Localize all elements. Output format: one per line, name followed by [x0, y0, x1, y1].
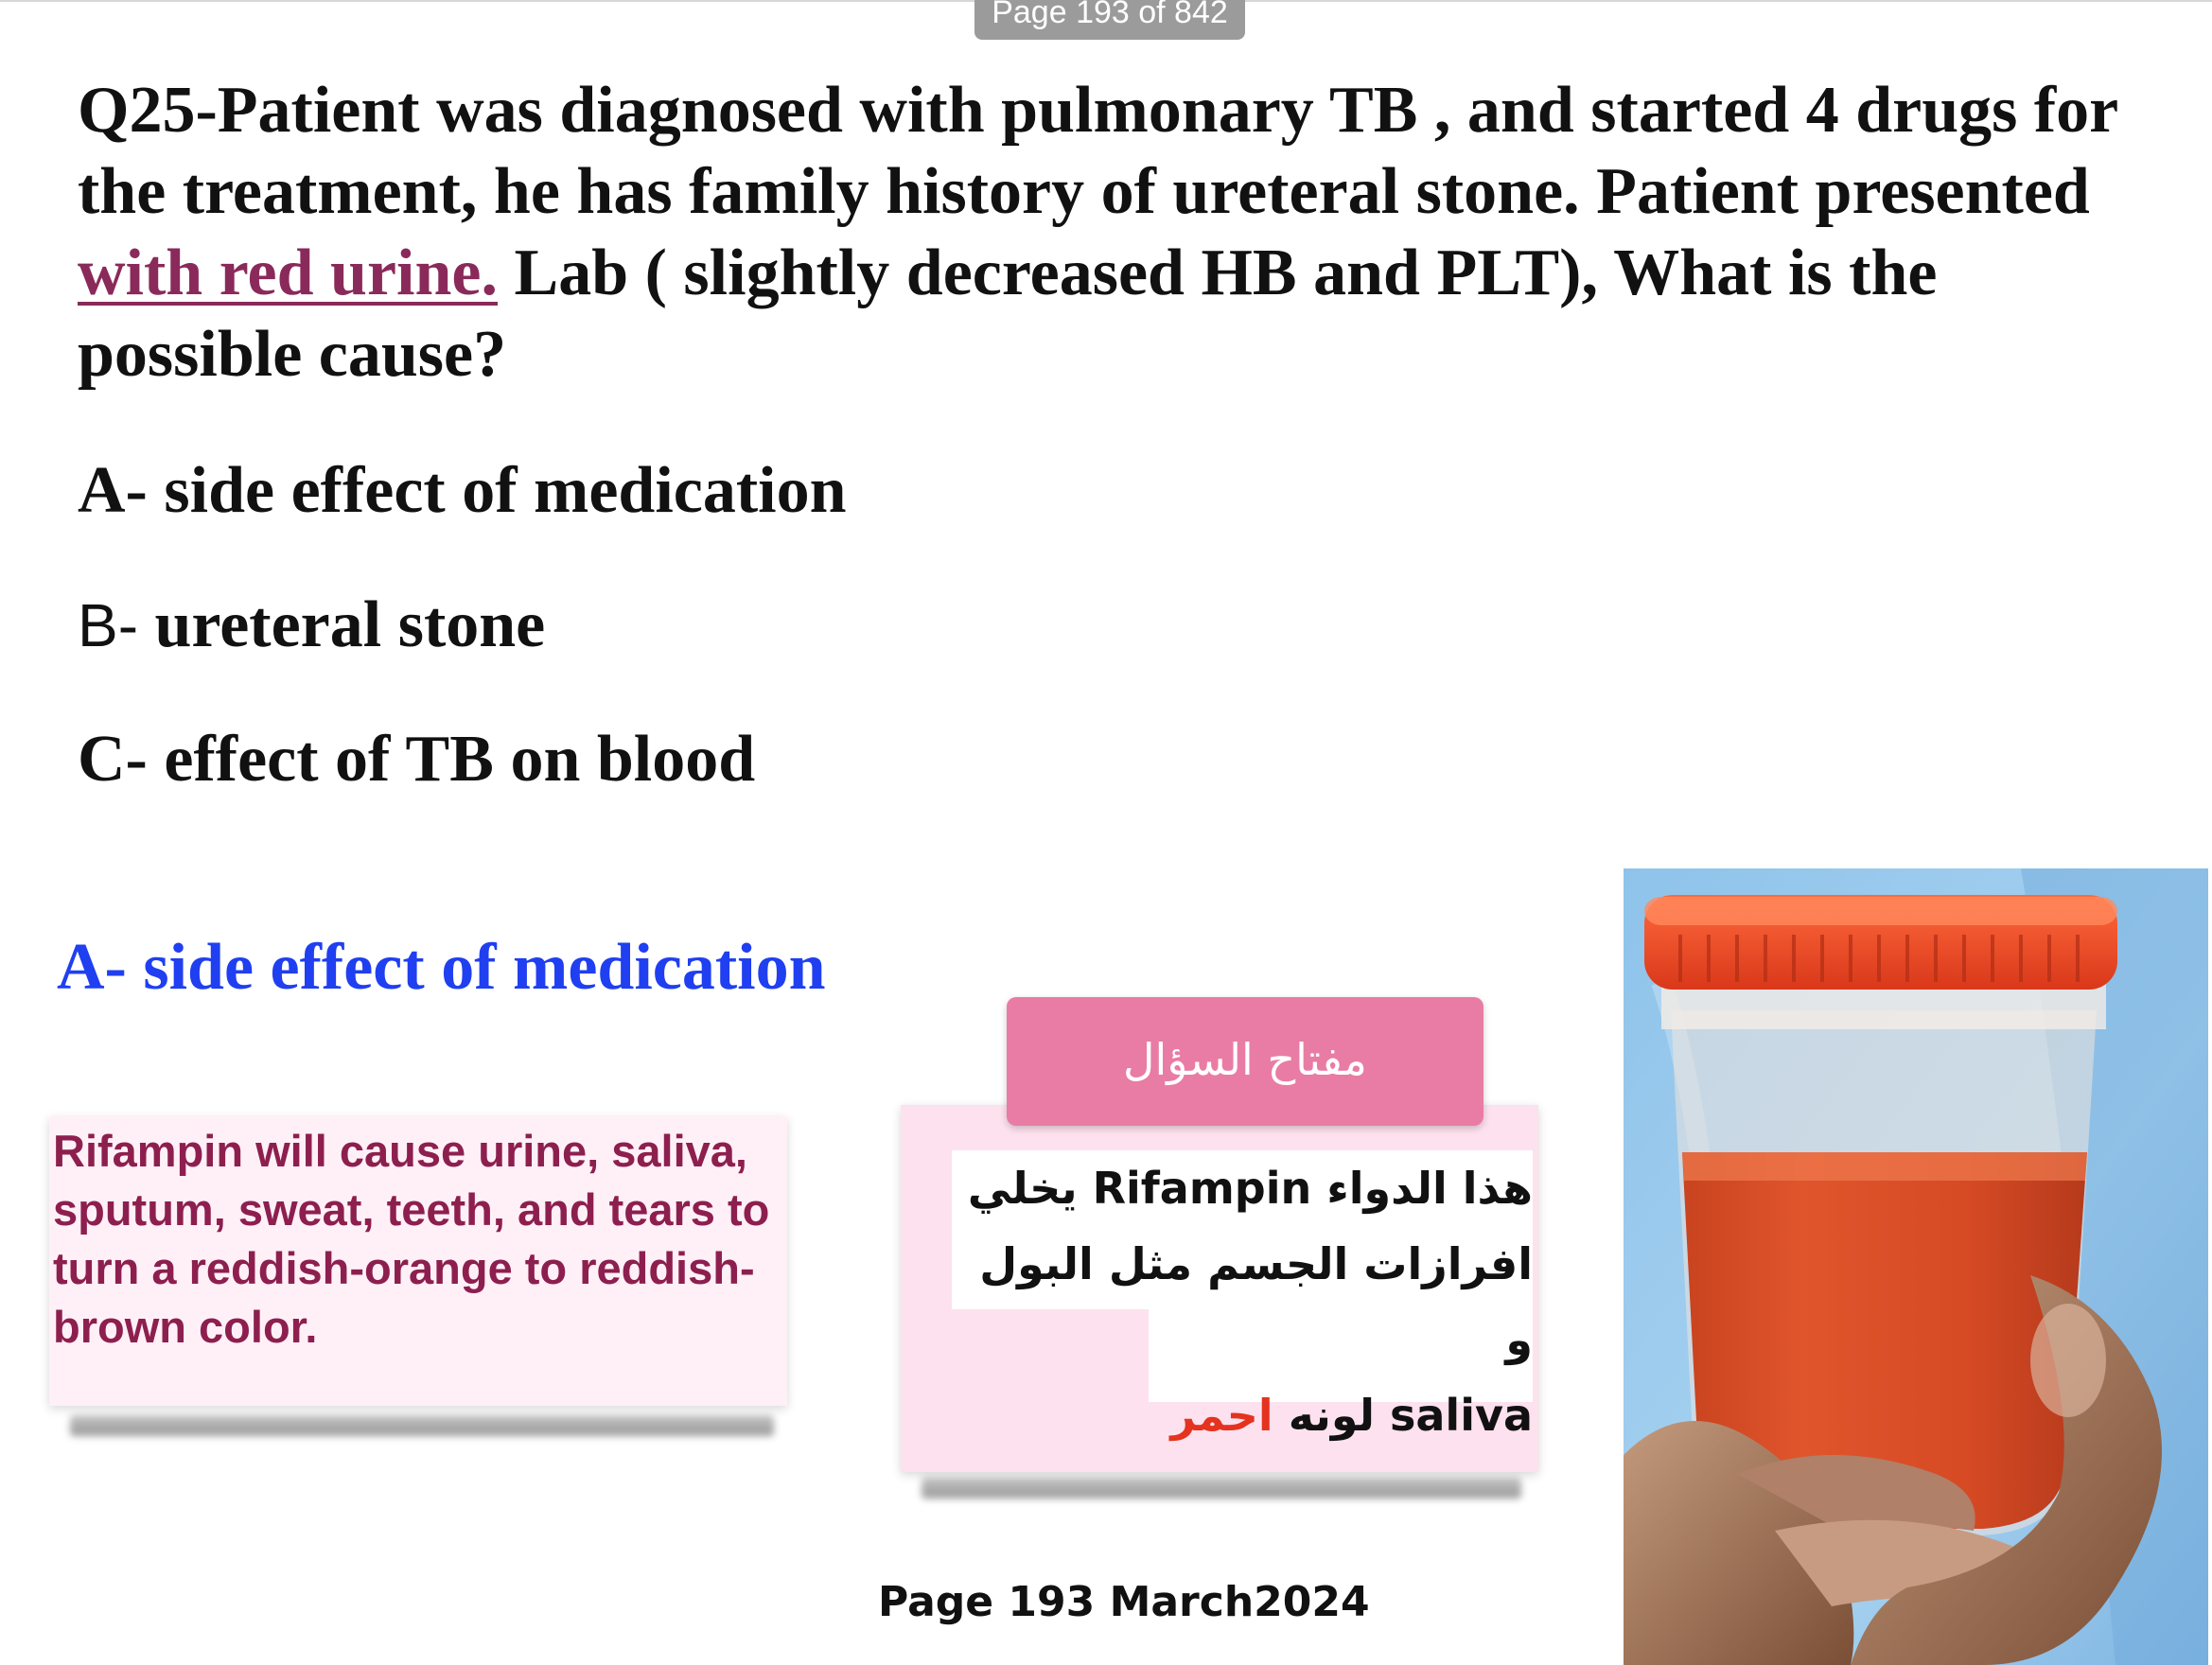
- option-c: [78, 719, 755, 800]
- arabic-line-1: هذا الدواء Rifampin يخلي: [967, 1163, 1533, 1214]
- option-letter: C-: [78, 723, 148, 796]
- page-footer: Page 193 March2024: [878, 1578, 1370, 1626]
- note-key-shadow: [922, 1478, 1521, 1498]
- answer-text: A- side effect of medication: [57, 931, 826, 1004]
- arabic-line-3: saliva لونه: [1288, 1390, 1533, 1441]
- explanation-text: Rifampin will cause urine, saliva, sputum, sweat, teeth, and tears to turn a reddish-orange to reddish-brown color.: [53, 1126, 770, 1352]
- option-a: [78, 450, 847, 532]
- option-letter: B-: [78, 591, 138, 659]
- question-highlight: with red urine.: [78, 237, 498, 309]
- key-label: مفتاح السؤال: [1123, 1034, 1367, 1085]
- page-indicator: Page 193 of 842: [974, 0, 1245, 40]
- option-text: side effect of medication: [164, 454, 847, 527]
- option-text: ureteral stone: [154, 588, 546, 661]
- question-text: [78, 70, 2140, 395]
- option-b: [78, 585, 545, 666]
- question-lead: Q25-Patient was diagnosed with pulmonary TB , and started 4 drugs for the treatment, he has family history of ureteral stone. Patient presented: [78, 74, 2117, 228]
- note-left-shadow: [70, 1415, 774, 1436]
- option-text: effect of TB on blood: [164, 723, 756, 796]
- arabic-explanation: [946, 1150, 1533, 1453]
- question-tail: Lab ( slightly decreased HB and PLT), What is the possible cause?: [78, 237, 1938, 391]
- arabic-line-2: افرازات الجسم مثل البول و: [979, 1238, 1533, 1365]
- arabic-red-word: احمر: [1170, 1390, 1273, 1441]
- urine-sample-cup-photo: [1624, 868, 2208, 1665]
- option-letter: A-: [78, 454, 148, 527]
